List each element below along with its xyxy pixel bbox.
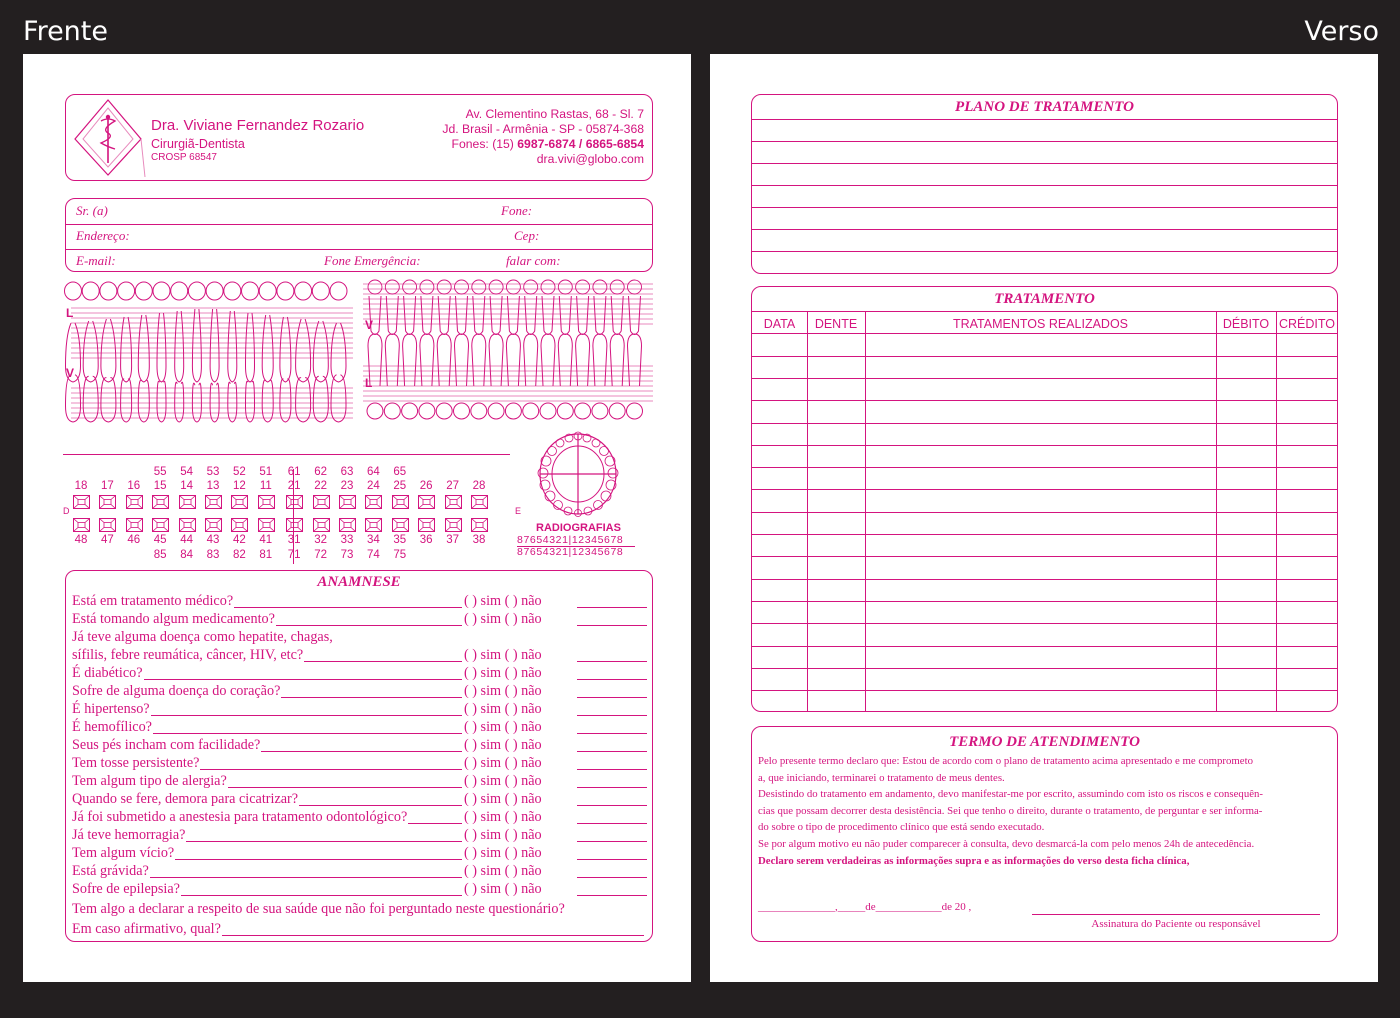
upper-tooth-box[interactable] [365, 495, 382, 509]
sim-nao-options[interactable] [464, 737, 542, 754]
lower-tooth-box[interactable] [418, 518, 435, 532]
tratamento-title: TRATAMENTO [994, 291, 1095, 307]
sim-checkbox[interactable]: ( ) sim [464, 809, 502, 825]
anamnese-question [72, 665, 648, 683]
deciduous-upper-number: 55 [153, 466, 167, 478]
lower-tooth-box[interactable] [313, 518, 330, 532]
question-text: Tem algum tipo de alergia? [72, 773, 227, 789]
endereco-field-label: Endereço: [76, 228, 130, 243]
sim-checkbox[interactable]: ( ) sim [464, 593, 502, 609]
anamnese-question [72, 719, 648, 737]
nao-detail-line [577, 805, 647, 806]
lower-tooth-box[interactable] [365, 518, 382, 532]
upper-tooth-number: 22 [314, 480, 327, 492]
sim-nao-options[interactable] [464, 881, 542, 898]
sim-checkbox[interactable]: ( ) sim [464, 719, 502, 735]
table-row-line [752, 445, 1337, 446]
sim-nao-options[interactable] [464, 809, 542, 826]
table-row-line [752, 489, 1337, 490]
radiografias-row-1: 87654321|12345678 [517, 534, 624, 546]
upper-tooth-box[interactable] [205, 495, 222, 509]
deciduous-lower-number: 82 [232, 549, 246, 561]
front-label: Frente [23, 16, 108, 47]
termo-line: Pelo presente termo declaro que: Estou de acordo com o plano de tratamento acima apresentado e me comprometo [758, 755, 1253, 767]
address-line-2: Jd. Brasil - Armênia - SP - 05874-368 [442, 122, 644, 136]
anamnese-footer-2 [72, 921, 648, 939]
sim-checkbox[interactable]: ( ) sim [464, 827, 502, 843]
deciduous-upper-number: 51 [259, 466, 273, 478]
upper-tooth-number: 18 [74, 480, 88, 492]
lower-tooth-box[interactable] [339, 518, 356, 532]
question-text: Sofre de epilepsia? [72, 881, 180, 897]
patient-row-1 [66, 199, 652, 225]
table-row-line [752, 512, 1337, 513]
sim-checkbox[interactable]: ( ) sim [464, 881, 502, 897]
arch-right-lower-letter: L [365, 376, 373, 390]
termo-box [751, 726, 1338, 942]
nao-checkbox[interactable]: ( ) não [504, 773, 542, 789]
signature-label: Assinatura do Paciente ou responsável [1091, 918, 1261, 930]
upper-tooth-box[interactable] [73, 495, 90, 509]
table-row-line [752, 646, 1337, 647]
deciduous-lower-number: 71 [287, 549, 301, 561]
patient-row-2 [66, 224, 652, 250]
nao-checkbox[interactable]: ( ) não [504, 755, 542, 771]
sim-nao-options[interactable] [464, 611, 542, 628]
deciduous-upper-number: 52 [232, 466, 246, 478]
lower-tooth-number: 48 [74, 534, 88, 546]
upper-tooth-box[interactable] [445, 495, 462, 509]
anamnese-question [72, 611, 648, 629]
anamnese-question [72, 791, 648, 809]
upper-tooth-box[interactable] [339, 495, 356, 509]
sim-checkbox[interactable]: ( ) sim [464, 665, 502, 681]
upper-tooth-number: 23 [340, 480, 354, 492]
question-text: Está tomando algum medicamento? [72, 611, 275, 627]
sim-nao-options[interactable] [464, 593, 542, 610]
question-text: Tem tosse persistente? [72, 755, 200, 771]
table-row-line [752, 400, 1337, 401]
lower-tooth-box[interactable] [126, 518, 143, 532]
lower-tooth-number: 32 [314, 534, 327, 546]
nao-checkbox[interactable]: ( ) não [504, 647, 542, 663]
upper-tooth-box[interactable] [152, 495, 169, 509]
lower-tooth-number: 44 [180, 534, 193, 546]
plano-line [752, 207, 1337, 208]
nao-checkbox[interactable]: ( ) não [504, 701, 542, 717]
question-text: Já teve hemorragia? [72, 827, 186, 843]
anamnese-question [72, 593, 648, 611]
table-row-line [752, 423, 1337, 424]
deciduous-lower-number: 83 [206, 549, 220, 561]
nao-detail-line [577, 697, 647, 698]
upper-tooth-box[interactable] [313, 495, 330, 509]
upper-tooth-number: 11 [259, 480, 272, 492]
lower-tooth-number: 31 [287, 534, 301, 546]
deciduous-lower-number: 72 [314, 549, 327, 561]
plano-line [752, 163, 1337, 164]
side-d-label: D [63, 506, 70, 516]
col-tratamentos: TRATAMENTOS REALIZADOS [952, 317, 1129, 331]
upper-tooth-box[interactable] [99, 495, 116, 509]
deciduous-upper-number: 54 [180, 466, 193, 478]
termo-line: Se por algum motivo eu não puder comparecer à consulta, devo desmarcá-la com pelo menos 24h de antecedência. [758, 837, 1255, 850]
tratamento-box [751, 286, 1338, 712]
upper-tooth-box[interactable] [392, 495, 409, 509]
question-text: Está grávida? [72, 863, 149, 879]
upper-tooth-number: 12 [232, 480, 246, 492]
lower-tooth-number: 41 [259, 534, 273, 546]
termo-title: TERMO DE ATENDIMENTO [949, 734, 1140, 750]
nao-detail-line [577, 895, 647, 896]
col-debito: DÉBITO [1222, 317, 1270, 331]
lower-tooth-number: 42 [232, 534, 246, 546]
anamnese-box [65, 570, 653, 942]
signature-line [1032, 914, 1320, 915]
sim-nao-options[interactable] [464, 845, 542, 862]
question-text: É diabético? [72, 665, 143, 681]
nao-checkbox[interactable]: ( ) não [504, 791, 542, 807]
deciduous-upper-number: 53 [206, 466, 220, 478]
sim-checkbox[interactable]: ( ) sim [464, 755, 502, 771]
sim-nao-options[interactable] [464, 701, 542, 718]
nao-detail-line [577, 859, 647, 860]
footer-2-text: Em caso afirmativo, qual? [72, 921, 221, 937]
upper-tooth-box[interactable] [179, 495, 196, 509]
address-line-1: Av. Clementino Rastas, 68 - Sl. 7 [465, 107, 644, 121]
front-sheet [23, 54, 691, 982]
cep-field-label: Cep: [514, 228, 540, 243]
footer-1-text: Tem algo a declarar a respeito de sua saúde que não foi perguntado neste questionário? [72, 901, 565, 917]
plano-line [752, 119, 1337, 120]
lower-tooth-number: 34 [366, 534, 380, 546]
plano-box [751, 94, 1338, 274]
question-text: sífilis, febre reumática, câncer, HIV, etc? [72, 647, 304, 663]
upper-tooth-number: 16 [127, 480, 141, 492]
radiografias-row-2: 87654321|12345678 [517, 546, 624, 558]
upper-tooth-number: 17 [100, 480, 114, 492]
fone-field-label: Fone: [501, 203, 533, 218]
sim-nao-options[interactable] [464, 683, 542, 700]
occlusal-arch-icon [533, 429, 623, 519]
table-row-line [752, 579, 1337, 580]
email-line: dra.vivi@globo.com [536, 152, 644, 166]
question-text: Seus pés incham com facilidade? [72, 737, 261, 753]
date-line: ______________,_____de____________de 20 , [758, 901, 972, 913]
deciduous-upper-number: 65 [393, 466, 407, 478]
table-row-line [752, 534, 1337, 535]
lower-tooth-box[interactable] [99, 518, 116, 532]
anamnese-question [72, 773, 648, 791]
nao-checkbox[interactable]: ( ) não [504, 809, 542, 825]
nao-detail-line [577, 823, 647, 824]
table-row-line [752, 690, 1337, 691]
plano-line [752, 251, 1337, 252]
table-row-line [752, 333, 1337, 334]
arch-left-lower-letter: V [66, 366, 75, 380]
upper-tooth-number: 24 [366, 480, 380, 492]
patient-row-3 [66, 249, 652, 274]
anamnese-question [72, 881, 648, 899]
back-label: Verso [1304, 16, 1379, 47]
upper-tooth-number: 25 [393, 480, 407, 492]
nao-checkbox[interactable]: ( ) não [504, 881, 542, 897]
upper-tooth-number: 21 [287, 480, 301, 492]
lower-tooth-box[interactable] [445, 518, 462, 532]
dentist-header [65, 94, 653, 181]
upper-tooth-box[interactable] [258, 495, 275, 509]
anamnese-question [72, 647, 648, 665]
nao-checkbox[interactable]: ( ) não [504, 863, 542, 879]
deciduous-lower-number: 74 [366, 549, 380, 561]
nao-detail-line [577, 661, 647, 662]
table-row-line [752, 556, 1337, 557]
lower-tooth-box[interactable] [392, 518, 409, 532]
nao-checkbox[interactable]: ( ) não [504, 845, 542, 861]
sim-checkbox[interactable]: ( ) sim [464, 647, 502, 663]
question-text: Sofre de alguma doença do coração? [72, 683, 281, 699]
deciduous-lower-number: 85 [153, 549, 167, 561]
dentist-title: Cirurgiã-Dentista [151, 137, 245, 151]
radiografias-label: RADIOGRAFIAS [536, 522, 621, 534]
upper-tooth-box[interactable] [286, 495, 303, 509]
termo-bold-line: Declaro serem verdadeiras as informações supra e as informações do verso desta ficha clínica, [758, 854, 1190, 867]
question-text: Quando se fere, demora para cicatrizar? [72, 791, 299, 807]
sim-checkbox[interactable]: ( ) sim [464, 791, 502, 807]
sim-nao-options[interactable] [464, 773, 542, 790]
phones-line [452, 137, 644, 151]
table-row-line [752, 668, 1337, 669]
table-row-line [752, 467, 1337, 468]
sim-checkbox[interactable]: ( ) sim [464, 863, 502, 879]
lower-tooth-box[interactable] [179, 518, 196, 532]
deciduous-lower-number: 81 [259, 549, 273, 561]
phones-prefix: Fones: (15) [451, 137, 518, 151]
upper-tooth-box[interactable] [471, 495, 488, 509]
deciduous-lower-number: 84 [180, 549, 193, 561]
lower-tooth-number: 47 [100, 534, 114, 546]
nao-checkbox[interactable]: ( ) não [504, 827, 542, 843]
question-text: Está em tratamento médico? [72, 593, 234, 609]
upper-tooth-number: 14 [180, 480, 193, 492]
col-dente: DENTE [814, 317, 858, 331]
lower-tooth-number: 35 [393, 534, 407, 546]
back-sheet [710, 54, 1378, 982]
lower-tooth-box[interactable] [471, 518, 488, 532]
nao-detail-line [577, 877, 647, 878]
sim-checkbox[interactable]: ( ) sim [464, 683, 502, 699]
fone-emergencia-label: Fone Emergência: [324, 253, 421, 268]
arch-left-upper-letter: L [66, 306, 74, 320]
lower-tooth-number: 46 [127, 534, 141, 546]
table-row-line [752, 378, 1337, 379]
sim-checkbox[interactable]: ( ) sim [464, 701, 502, 717]
dental-arch-illustration [63, 276, 663, 426]
upper-tooth-number: 28 [472, 480, 486, 492]
sim-nao-options[interactable] [464, 665, 542, 682]
nao-checkbox[interactable]: ( ) não [504, 719, 542, 735]
lower-tooth-box[interactable] [152, 518, 169, 532]
question-text: É hipertenso? [72, 701, 150, 717]
dentist-name: Dra. Viviane Fernandez Rozario [151, 117, 365, 134]
caduceus-logo-icon [71, 97, 146, 177]
sim-nao-options[interactable] [464, 755, 542, 772]
col-credito: CRÉDITO [1278, 317, 1336, 331]
nao-checkbox[interactable]: ( ) não [504, 683, 542, 699]
anamnese-question [72, 845, 648, 863]
lower-tooth-number: 36 [419, 534, 433, 546]
nao-checkbox[interactable]: ( ) não [504, 611, 542, 627]
lower-tooth-box[interactable] [73, 518, 90, 532]
termo-line: do sobre o tipo de procedimento clínico que está sendo executado. [758, 821, 1045, 834]
sim-checkbox[interactable]: ( ) sim [464, 845, 502, 861]
lower-tooth-box[interactable] [205, 518, 222, 532]
termo-line: cias que possam decorrer desta desistência. Sei que tenho o direito, durante o tratamento, de perguntar e ser informa- [758, 804, 1263, 817]
lower-tooth-number: 38 [472, 534, 486, 546]
plano-line [752, 141, 1337, 142]
anamnese-question [72, 863, 648, 881]
phones-numbers: 6987-6874 / 6865-6854 [517, 137, 644, 151]
nao-detail-line [577, 733, 647, 734]
col-data: DATA [763, 317, 796, 331]
plano-title: PLANO DE TRATAMENTO [955, 99, 1134, 115]
deciduous-lower-number: 75 [393, 549, 407, 561]
upper-tooth-number: 27 [446, 480, 459, 492]
lower-tooth-box[interactable] [286, 518, 303, 532]
termo-line: Desistindo do tratamento em andamento, devo manifestar-me por escrito, assumindo com isto os riscos e consequên- [758, 788, 1264, 801]
odontogram [63, 449, 523, 569]
lower-tooth-number: 37 [446, 534, 459, 546]
patient-info-box [65, 198, 653, 272]
deciduous-upper-number: 64 [366, 466, 380, 478]
anamnese-question [72, 809, 648, 827]
plano-line [752, 229, 1337, 230]
sim-checkbox[interactable]: ( ) sim [464, 611, 502, 627]
nao-checkbox[interactable]: ( ) não [504, 665, 542, 681]
anamnese-question [72, 701, 648, 719]
question-text: Tem algum vício? [72, 845, 175, 861]
nao-detail-line [577, 769, 647, 770]
falar-com-label: falar com: [506, 253, 561, 268]
lower-tooth-box[interactable] [258, 518, 275, 532]
deciduous-lower-number: 73 [340, 549, 354, 561]
deciduous-upper-number: 61 [287, 466, 301, 478]
anamnese-title: ANAMNESE [317, 574, 401, 590]
upper-tooth-box[interactable] [231, 495, 248, 509]
table-row-line [752, 623, 1337, 624]
side-e-label: E [515, 506, 522, 516]
termo-text [758, 753, 1331, 869]
nao-detail-line [577, 679, 647, 680]
nao-detail-line [577, 841, 647, 842]
nao-checkbox[interactable]: ( ) não [504, 593, 542, 609]
email-field-label: E-mail: [76, 253, 116, 268]
sim-nao-options[interactable] [464, 719, 542, 736]
lower-tooth-number: 33 [340, 534, 354, 546]
anamnese-question [72, 755, 648, 773]
sim-nao-options[interactable] [464, 827, 542, 844]
table-row-line [752, 311, 1337, 312]
nao-detail-line [577, 715, 647, 716]
question-text: Já teve alguma doença como hepatite, chagas, [72, 629, 333, 645]
upper-tooth-box[interactable] [418, 495, 435, 509]
anamnese-question [72, 683, 648, 701]
nao-detail-line [577, 751, 647, 752]
lower-tooth-number: 45 [153, 534, 167, 546]
anamnese-question [72, 737, 648, 755]
upper-tooth-box[interactable] [126, 495, 143, 509]
upper-tooth-number: 15 [153, 480, 167, 492]
anamnese-footer-1 [72, 901, 648, 919]
deciduous-upper-number: 63 [340, 466, 354, 478]
plano-line [752, 185, 1337, 186]
nao-detail-line [577, 787, 647, 788]
anamnese-question [72, 827, 648, 845]
nao-detail-line [577, 625, 647, 626]
upper-tooth-number: 26 [419, 480, 433, 492]
question-text: Já foi submetido a anestesia para tratamento odontológico? [72, 809, 408, 825]
deciduous-upper-number: 62 [314, 466, 327, 478]
arch-right-upper-letter: V [365, 318, 374, 332]
cro-number: CROSP 68547 [151, 152, 217, 163]
table-row-line [752, 601, 1337, 602]
question-text: É hemofílico? [72, 719, 152, 735]
upper-tooth-number: 13 [206, 480, 220, 492]
sim-nao-options[interactable] [464, 647, 542, 664]
anamnese-question [72, 629, 648, 647]
table-row-line [752, 356, 1337, 357]
nao-detail-line [577, 607, 647, 608]
nao-checkbox[interactable]: ( ) não [504, 737, 542, 753]
sim-nao-options[interactable] [464, 863, 542, 880]
lower-tooth-number: 43 [206, 534, 220, 546]
termo-line: a, que iniciando, terminarei o tratamento de meus dentes. [758, 771, 1005, 784]
sim-checkbox[interactable]: ( ) sim [464, 773, 502, 789]
sim-checkbox[interactable]: ( ) sim [464, 737, 502, 753]
sim-nao-options[interactable] [464, 791, 542, 808]
sr-field-label: Sr. (a) [76, 203, 108, 218]
lower-tooth-box[interactable] [231, 518, 248, 532]
